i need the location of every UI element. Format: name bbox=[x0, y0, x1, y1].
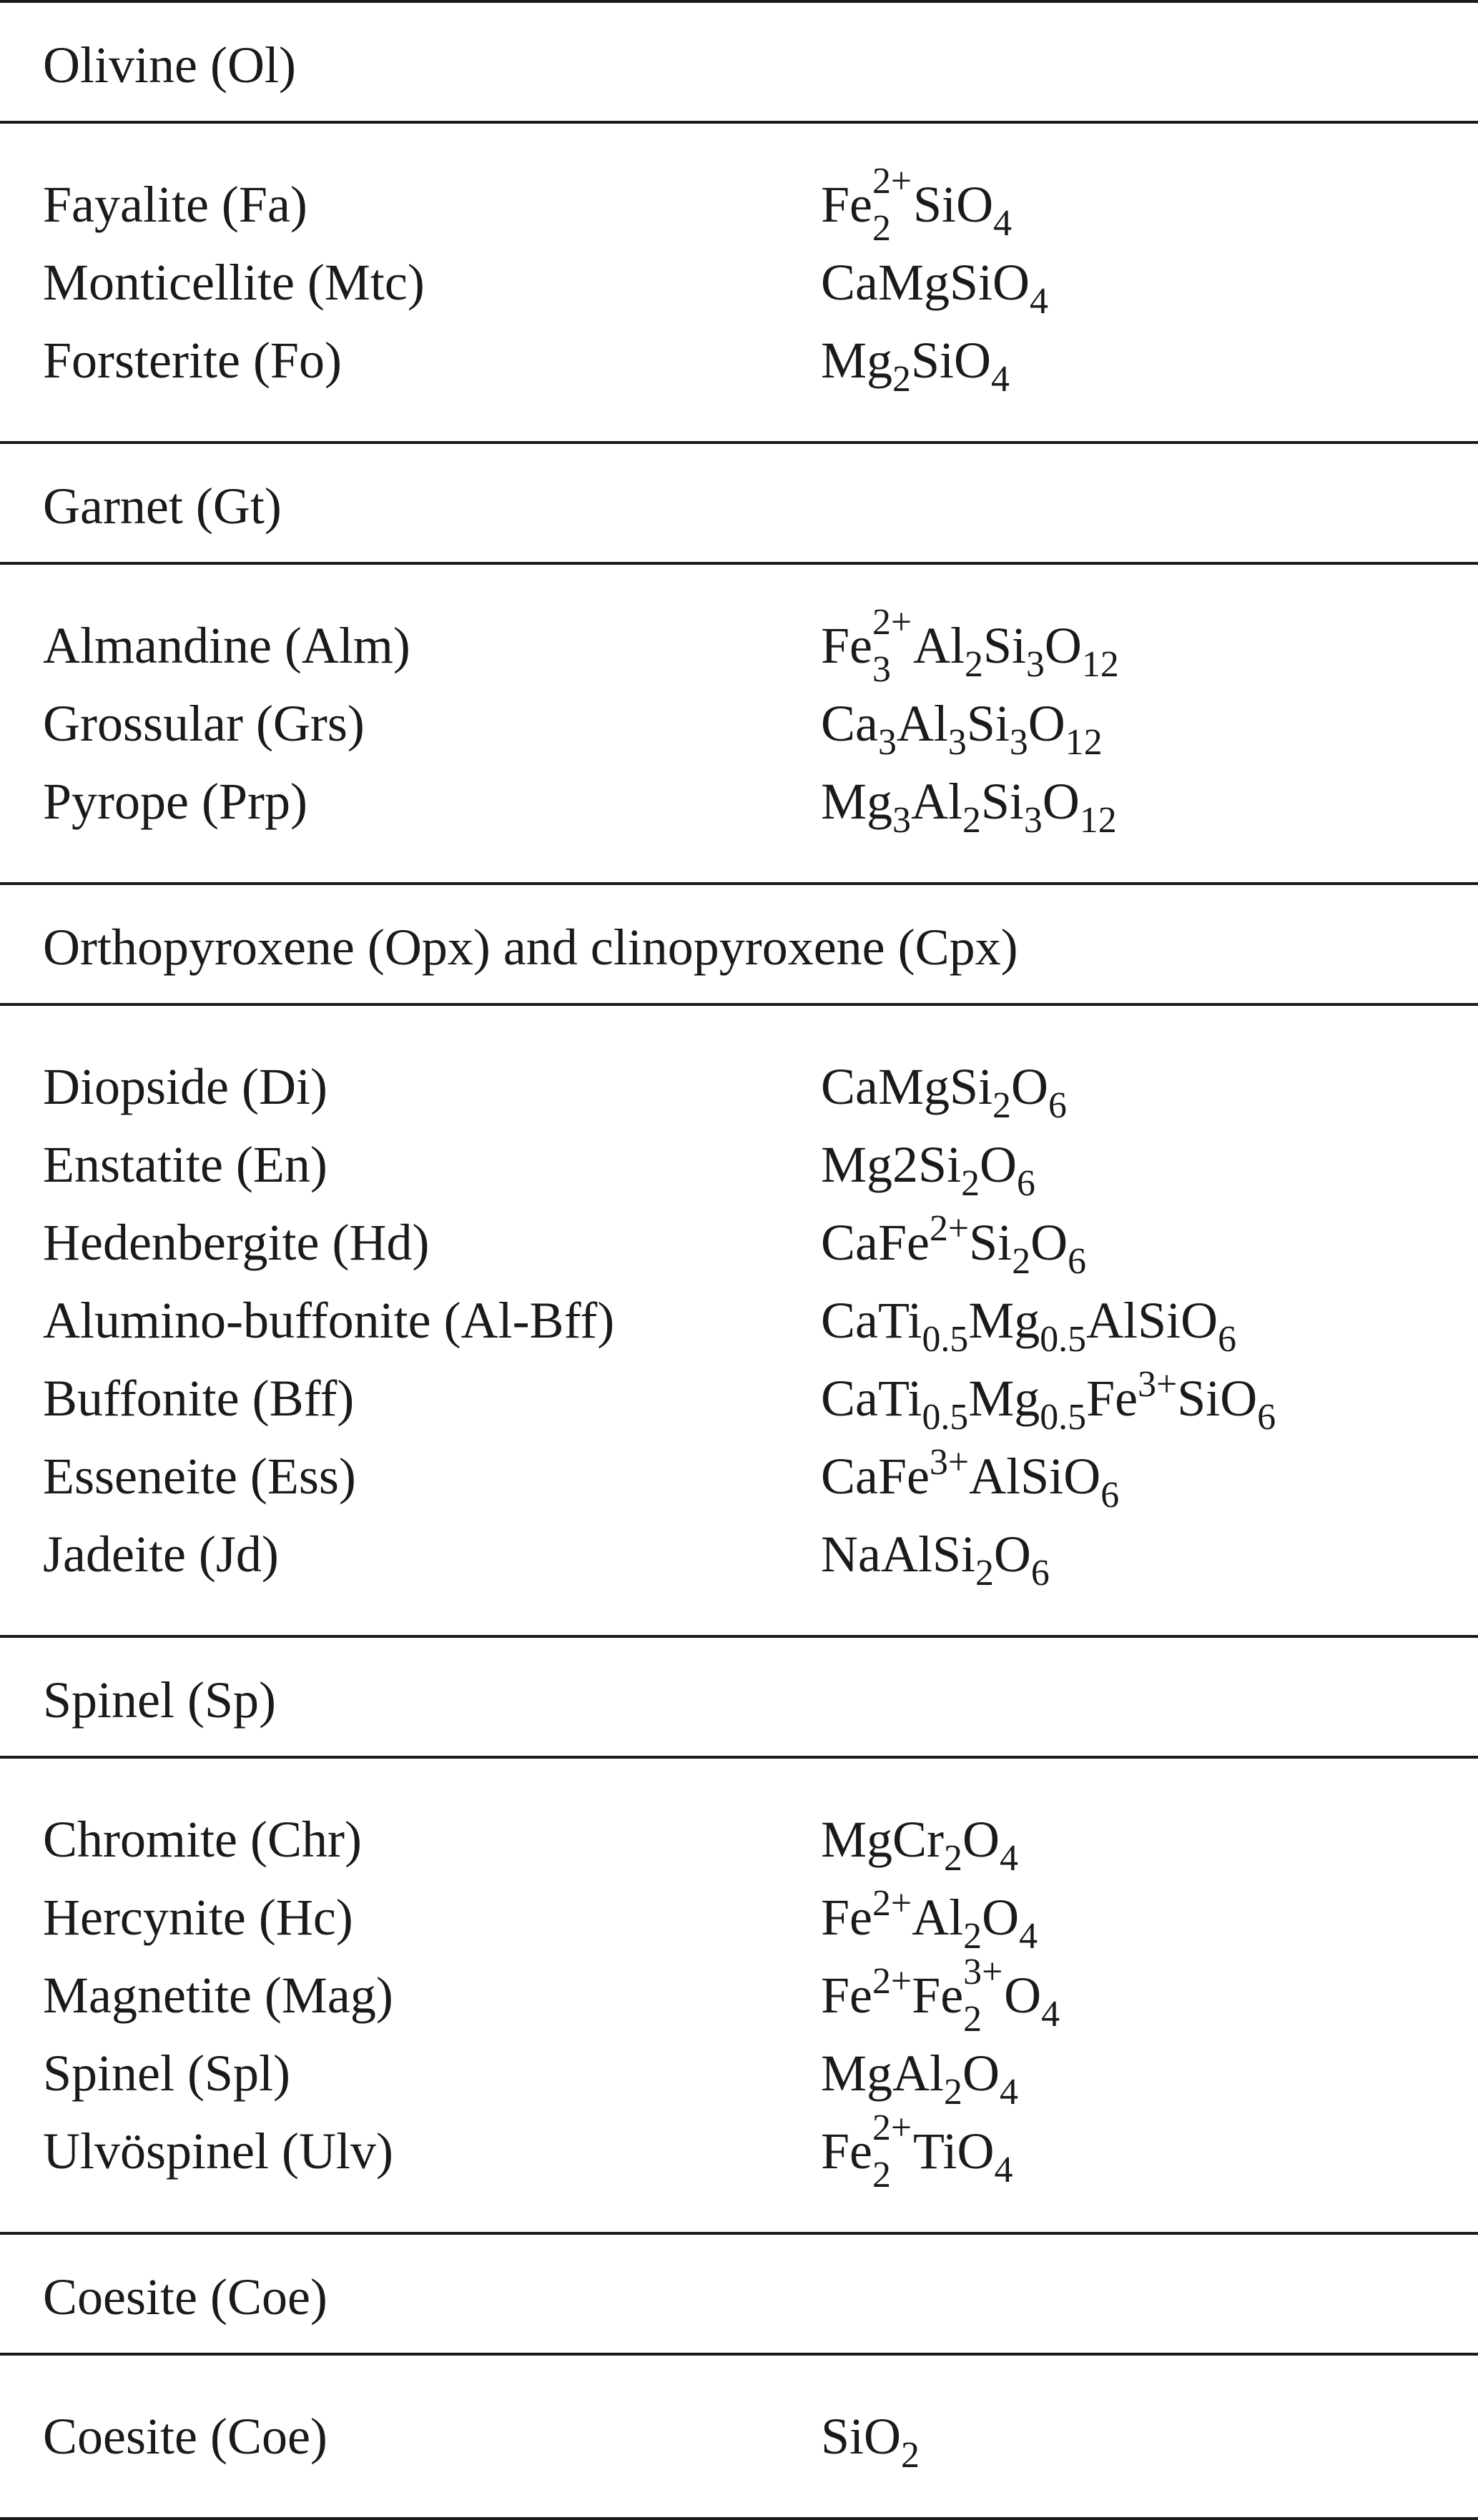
endmember-formula bbox=[821, 1208, 1087, 1282]
formula-charge: 2+ bbox=[872, 160, 912, 202]
formula-count: 6 bbox=[1030, 1552, 1050, 1593]
formula-element: CaTi bbox=[821, 1292, 922, 1349]
formula-element: SiO bbox=[1177, 1370, 1258, 1427]
formula-count: 2 bbox=[961, 1162, 980, 1204]
formula-charge: 3+ bbox=[1138, 1364, 1178, 1405]
formula-count: 2 bbox=[962, 799, 981, 841]
formula-element: Mg2Si bbox=[821, 1136, 962, 1193]
endmember-formula bbox=[821, 1442, 1120, 1516]
endmember-formula bbox=[821, 1058, 1067, 1126]
endmember-name: Alumino-buffonite (Al-Bff) bbox=[43, 1292, 615, 1349]
endmember-name: Buffonite (Bff) bbox=[43, 1370, 355, 1427]
section-rule bbox=[0, 1756, 1478, 1759]
formula-count: 2 bbox=[963, 1998, 982, 2040]
formula-count: 3 bbox=[1025, 643, 1045, 685]
formula-count: 6 bbox=[1257, 1396, 1276, 1438]
formula-charge: 2+ bbox=[872, 2107, 912, 2148]
formula-count: 4 bbox=[999, 2071, 1018, 2113]
formula-count: 2 bbox=[892, 358, 911, 400]
formula-element: O bbox=[1042, 773, 1080, 830]
formula-charge: 2+ bbox=[872, 1883, 912, 1924]
endmember-name: Chromite (Chr) bbox=[43, 1811, 362, 1868]
endmember-name: Hercynite (Hc) bbox=[43, 1889, 353, 1946]
endmember-name: Pyrope (Prp) bbox=[43, 773, 307, 830]
formula-element: CaMgSiO bbox=[821, 254, 1030, 311]
formula-sub-sup-stack bbox=[872, 2107, 913, 2195]
endmember-name: Ulvöspinel (Ulv) bbox=[43, 2123, 393, 2180]
formula-element: CaMgSi bbox=[821, 1058, 993, 1115]
formula-element: Al bbox=[913, 617, 965, 674]
formula-element: Fe bbox=[821, 1967, 872, 2024]
formula-count: 2 bbox=[872, 207, 891, 249]
endmember-name: Hedenbergite (Hd) bbox=[43, 1214, 430, 1271]
section-heading: Coesite (Coe) bbox=[43, 2268, 327, 2326]
formula-count: 2 bbox=[901, 2434, 920, 2476]
formula-count: 3 bbox=[947, 721, 967, 763]
endmember-formula bbox=[821, 332, 1010, 400]
formula-element: AlSiO bbox=[969, 1448, 1101, 1505]
section-rule bbox=[0, 2353, 1478, 2356]
formula-element: Si bbox=[980, 773, 1024, 830]
endmember-formula bbox=[821, 1883, 1038, 1957]
formula-count: 12 bbox=[1079, 799, 1117, 841]
formula-count: 2 bbox=[963, 1915, 982, 1957]
formula-element: TiO bbox=[913, 2123, 995, 2180]
formula-element: SiO bbox=[910, 332, 991, 389]
formula-charge: 3+ bbox=[929, 1442, 970, 1483]
formula-element: O bbox=[962, 1811, 1000, 1868]
section-rule bbox=[0, 441, 1478, 444]
formula-element: O bbox=[980, 1136, 1017, 1193]
formula-count: 3 bbox=[1009, 721, 1028, 763]
endmember-name: Enstatite (En) bbox=[43, 1136, 327, 1193]
formula-element: Si bbox=[982, 617, 1026, 674]
section-rule bbox=[0, 121, 1478, 124]
formula-element: Fe bbox=[821, 617, 872, 674]
formula-element: Mg bbox=[821, 773, 893, 830]
endmember-formula bbox=[821, 1364, 1276, 1438]
section-rule bbox=[0, 1003, 1478, 1006]
endmember-name: Esseneite (Ess) bbox=[43, 1448, 356, 1505]
formula-count: 2 bbox=[975, 1552, 994, 1593]
formula-element: CaTi bbox=[821, 1370, 922, 1427]
formula-charge: 2+ bbox=[872, 1961, 912, 2002]
formula-element: MgCr bbox=[821, 1811, 945, 1868]
formula-element: O bbox=[1004, 1967, 1042, 2024]
formula-count: 4 bbox=[994, 2149, 1013, 2190]
formula-count: 4 bbox=[1030, 280, 1048, 322]
formula-count: 4 bbox=[1019, 1915, 1038, 1957]
formula-element: Mg bbox=[968, 1370, 1040, 1427]
formula-element: O bbox=[1030, 1214, 1068, 1271]
formula-element: O bbox=[1010, 1058, 1048, 1115]
formula-element: Si bbox=[969, 1214, 1013, 1271]
formula-count: 0.5 bbox=[1040, 1396, 1087, 1438]
endmember-formula bbox=[821, 1526, 1050, 1593]
formula-element: CaFe bbox=[821, 1214, 930, 1271]
endmember-name: Monticellite (Mtc) bbox=[43, 254, 425, 311]
endmember-name: Coesite (Coe) bbox=[43, 2408, 327, 2465]
formula-element: Fe bbox=[1086, 1370, 1138, 1427]
endmember-name: Spinel (Spl) bbox=[43, 2045, 291, 2102]
formula-count: 3 bbox=[1023, 799, 1043, 841]
formula-count: 3 bbox=[892, 799, 911, 841]
endmember-name: Forsterite (Fo) bbox=[43, 332, 342, 389]
formula-element: O bbox=[1028, 695, 1065, 752]
section-rule bbox=[0, 562, 1478, 565]
formula-count: 4 bbox=[991, 358, 1010, 400]
formula-count: 6 bbox=[1100, 1474, 1120, 1516]
formula-sub-sup-stack bbox=[963, 1951, 1004, 2040]
formula-element: Fe bbox=[912, 1967, 964, 2024]
formula-count: 2 bbox=[944, 1837, 962, 1879]
section-heading: Orthopyroxene (Opx) and clinopyroxene (Cpx) bbox=[43, 919, 1018, 976]
formula-element: Si bbox=[966, 695, 1010, 752]
formula-element: SiO bbox=[821, 2408, 902, 2465]
formula-element: NaAlSi bbox=[821, 1526, 975, 1583]
endmember-formula bbox=[821, 2045, 1018, 2113]
formula-charge: 2+ bbox=[872, 601, 912, 643]
formula-count: 4 bbox=[999, 1837, 1018, 1879]
formula-element: O bbox=[982, 1889, 1020, 1946]
table-top-rule bbox=[0, 0, 1478, 3]
endmember-name: Magnetite (Mag) bbox=[43, 1967, 393, 2024]
section-rule bbox=[0, 2232, 1478, 2235]
endmember-name: Almandine (Alm) bbox=[43, 617, 410, 674]
formula-count: 2 bbox=[1012, 1240, 1031, 1282]
endmember-formula bbox=[821, 2107, 1013, 2195]
formula-count: 0.5 bbox=[1040, 1318, 1087, 1360]
formula-element: O bbox=[1044, 617, 1082, 674]
formula-element: Al bbox=[896, 695, 948, 752]
formula-element: Mg bbox=[968, 1292, 1040, 1349]
formula-count: 0.5 bbox=[922, 1318, 969, 1360]
endmember-formula bbox=[821, 695, 1103, 763]
formula-element: MgAl bbox=[821, 2045, 945, 2102]
section-heading: Olivine (Ol) bbox=[43, 36, 296, 94]
formula-element: O bbox=[962, 2045, 1000, 2102]
formula-element: CaFe bbox=[821, 1448, 930, 1505]
endmember-name: Jadeite (Jd) bbox=[43, 1526, 279, 1583]
endmember-formula bbox=[821, 1951, 1060, 2040]
formula-count: 0.5 bbox=[922, 1396, 969, 1438]
formula-element: Al bbox=[910, 773, 962, 830]
formula-count: 6 bbox=[1017, 1162, 1035, 1204]
endmember-name: Grossular (Grs) bbox=[43, 695, 365, 752]
formula-element: Mg bbox=[821, 332, 893, 389]
section-heading: Garnet (Gt) bbox=[43, 478, 282, 535]
formula-sub-sup-stack bbox=[872, 160, 913, 249]
formula-count: 3 bbox=[877, 721, 897, 763]
table-bottom-rule bbox=[0, 2517, 1478, 2520]
formula-sub-sup-stack bbox=[872, 601, 913, 690]
endmember-formula bbox=[821, 160, 1012, 249]
formula-element: AlSiO bbox=[1086, 1292, 1218, 1349]
endmember-formula bbox=[821, 601, 1119, 690]
formula-element: O bbox=[993, 1526, 1031, 1583]
formula-count: 4 bbox=[1041, 1993, 1060, 2035]
section-rule bbox=[0, 1635, 1478, 1638]
section-rule bbox=[0, 882, 1478, 885]
formula-element: SiO bbox=[913, 176, 994, 233]
endmember-name: Diopside (Di) bbox=[43, 1058, 327, 1115]
formula-count: 6 bbox=[1218, 1318, 1237, 1360]
endmember-formula bbox=[821, 254, 1048, 322]
endmember-formula bbox=[821, 1811, 1018, 1879]
formula-charge: 2+ bbox=[929, 1208, 970, 1250]
formula-count: 3 bbox=[872, 648, 891, 690]
formula-count: 12 bbox=[1081, 643, 1119, 685]
section-heading: Spinel (Sp) bbox=[43, 1671, 277, 1729]
formula-element: Fe bbox=[821, 1889, 872, 1946]
formula-element: Fe bbox=[821, 176, 872, 233]
formula-charge: 3+ bbox=[963, 1951, 1003, 1992]
formula-count: 4 bbox=[993, 202, 1012, 244]
endmember-formula bbox=[821, 2408, 920, 2476]
formula-count: 2 bbox=[872, 2154, 891, 2195]
formula-count: 2 bbox=[992, 1084, 1011, 1126]
formula-count: 2 bbox=[965, 643, 983, 685]
endmember-name: Fayalite (Fa) bbox=[43, 176, 307, 233]
endmember-formula bbox=[821, 773, 1117, 841]
endmember-formula bbox=[821, 1292, 1237, 1360]
endmember-formula bbox=[821, 1136, 1035, 1204]
formula-count: 12 bbox=[1065, 721, 1103, 763]
formula-element: Fe bbox=[821, 2123, 872, 2180]
formula-element: Ca bbox=[821, 695, 878, 752]
formula-element: Al bbox=[912, 1889, 964, 1946]
formula-count: 6 bbox=[1068, 1240, 1087, 1282]
formula-count: 2 bbox=[944, 2071, 962, 2113]
formula-count: 6 bbox=[1048, 1084, 1067, 1126]
